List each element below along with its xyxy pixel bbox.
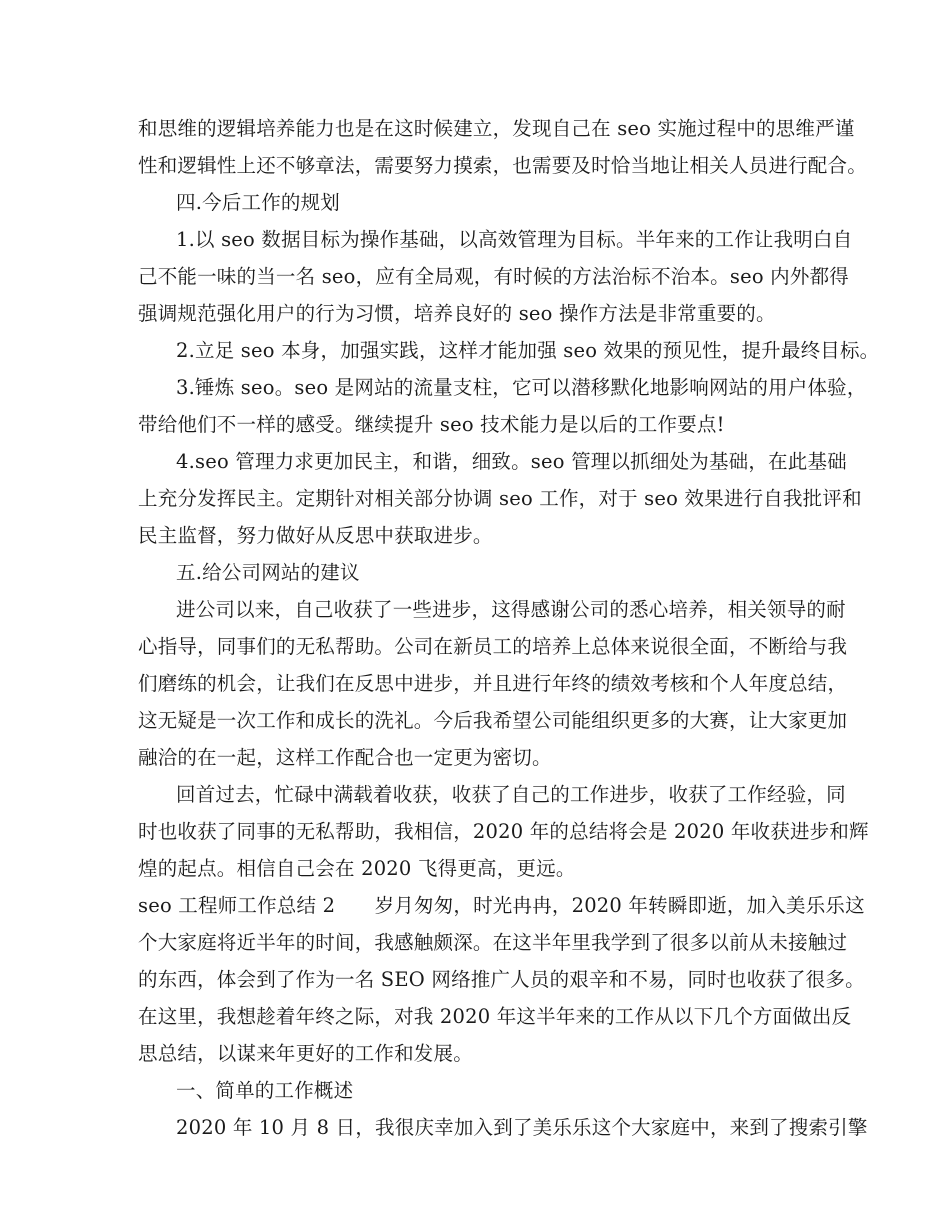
text-line: 的东西，体会到了作为一名 SEO 网络推广人员的艰辛和不易，同时也收获了很多。 [138, 968, 865, 991]
section-heading: 一、简单的工作概述 [176, 1079, 354, 1102]
text-line: 思总结，以谋来年更好的工作和发展。 [138, 1042, 473, 1065]
text-line: 己不能一味的当一名 seo，应有全局观，有时候的方法治标不治本。seo 内外都得 [138, 265, 849, 288]
text-line: 时也收获了同事的无私帮助，我相信，2020 年的总结将会是 2020 年收获进步和辉 [138, 820, 869, 843]
text-line: 融洽的在一起，这样工作配合也一定更为密切。 [138, 746, 552, 769]
text-line: seo 工程师工作总结 2 岁月匆匆，时光冉冉，2020 年转瞬即逝，加入美乐乐这 [138, 894, 865, 917]
section-heading: 五.给公司网站的建议 [176, 561, 360, 584]
text-line: 煌的起点。相信自己会在 2020 飞得更高，更远。 [138, 857, 576, 880]
text-line: 1.以 seo 数据目标为操作基础，以高效管理为目标。半年来的工作让我明白自 [176, 228, 853, 251]
text-line: 2020 年 10 月 8 日，我很庆幸加入到了美乐乐这个大家庭中，来到了搜索引擎 [176, 1116, 868, 1139]
text-line: 回首过去，忙碌中满载着收获，收获了自己的工作进步，收获了工作经验，同 [176, 783, 846, 806]
text-line: 上充分发挥民主。定期针对相关部分协调 seo 工作，对于 seo 效果进行自我批评和 [138, 487, 862, 510]
text-line: 2.立足 seo 本身，加强实践，这样才能加强 seo 效果的预见性，提升最终目标。 [176, 339, 880, 362]
text-line: 4.seo 管理力求更加民主，和谐，细致。seo 管理以抓细处为基础，在此基础 [176, 450, 847, 473]
text-line: 强调规范强化用户的行为习惯，培养良好的 seo 操作方法是非常重要的。 [138, 302, 776, 325]
text-line: 心指导，同事们的无私帮助。公司在新员工的培养上总体来说很全面，不断给与我 [138, 635, 848, 658]
text-line: 民主监督，努力做好从反思中获取进步。 [138, 524, 493, 547]
text-line: 和思维的逻辑培养能力也是在这时候建立，发现自己在 seo 实施过程中的思维严谨 [138, 117, 855, 140]
text-line: 个大家庭将近半年的时间，我感触颇深。在这半年里我学到了很多以前从未接触过 [138, 931, 848, 954]
text-line: 带给他们不一样的感受。继续提升 seo 技术能力是以后的工作要点! [138, 413, 725, 436]
text-line: 这无疑是一次工作和成长的洗礼。今后我希望公司能组织更多的大赛，让大家更加 [138, 709, 848, 732]
text-line: 进公司以来，自己收获了一些进步，这得感谢公司的悉心培养，相关领导的耐 [176, 598, 846, 621]
text-line: 们磨练的机会，让我们在反思中进步，并且进行年终的绩效考核和个人年度总结， [138, 672, 848, 695]
text-line: 3.锤炼 seo。seo 是网站的流量支柱，它可以潜移默化地影响网站的用户体验， [176, 376, 867, 399]
text-line: 在这里，我想趁着年终之际，对我 2020 年这半年来的工作从以下几个方面做出反 [138, 1005, 852, 1028]
section-heading: 四.今后工作的规划 [176, 191, 340, 214]
text-line: 性和逻辑性上还不够章法，需要努力摸索，也需要及时恰当地让相关人员进行配合。 [138, 154, 867, 177]
